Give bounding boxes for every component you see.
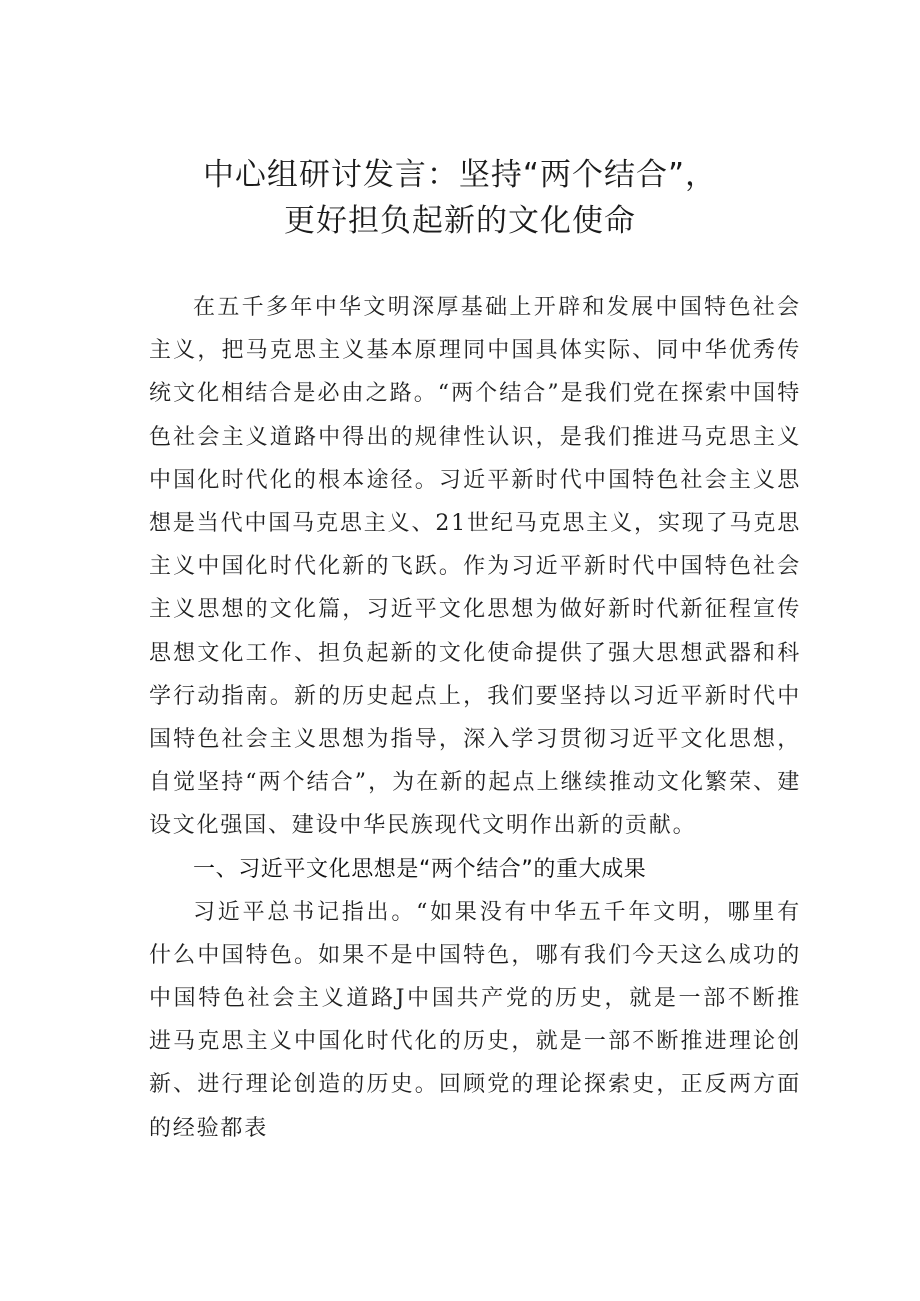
document-title <box>100 152 820 244</box>
section-heading-1: 一、习近平文化思想是“两个结合”的重大成果 <box>193 856 647 882</box>
title-line-1: 中心组研讨发言：坚持“两个结合”， <box>202 157 718 193</box>
intro-paragraph: 在五千多年中华文明深厚基础上开辟和发展中国特色社会主义，把马克思主义基本原理同中国具体实际、同中华优秀传统文化相结合是必由之路。“两个结合”是我们党在探索中国特色社会主义道路中得出的规律性认识，是我们推进马克思主义中国化时代化的根本途径。习近平新时代中国特色社会主义思想是当代中国马克思主义、21世纪马克思主义，实现了马克思主义中国化时代化新的飞跃。作为习近平新时代中国特色社会主义思想的文化篇，习近平文化思想为做好新时代新征程宣传思想文化工作、担负起新的文化使命提供了强大思想武器和科学行动指南。新的历史起点上，我们要坚持以习近平新时代中国特色社会主义思想为指导，深入学习贯彻习近平文化思想，自觉坚持“两个结合”，为在新的起点上继续推动文化繁荣、建设文化强国、建设中华民族现代文明作出新的贡献。 <box>149 295 801 839</box>
document-body <box>149 286 801 1150</box>
section-1-paragraph: 习近平总书记指出。“如果没有中华五千年文明，哪里有什么中国特色。如果不是中国特色，哪有我们今天这么成功的中国特色社会主义道路J中国共产党的历史，就是一部不断推进马克思主义中国化时代化的历史，就是一部不断推进理论创新、进行理论创造的历史。回顾党的理论探索史，正反两方面的经验都表 <box>149 899 801 1141</box>
title-line-2: 更好担负起新的文化使命 <box>284 203 636 239</box>
